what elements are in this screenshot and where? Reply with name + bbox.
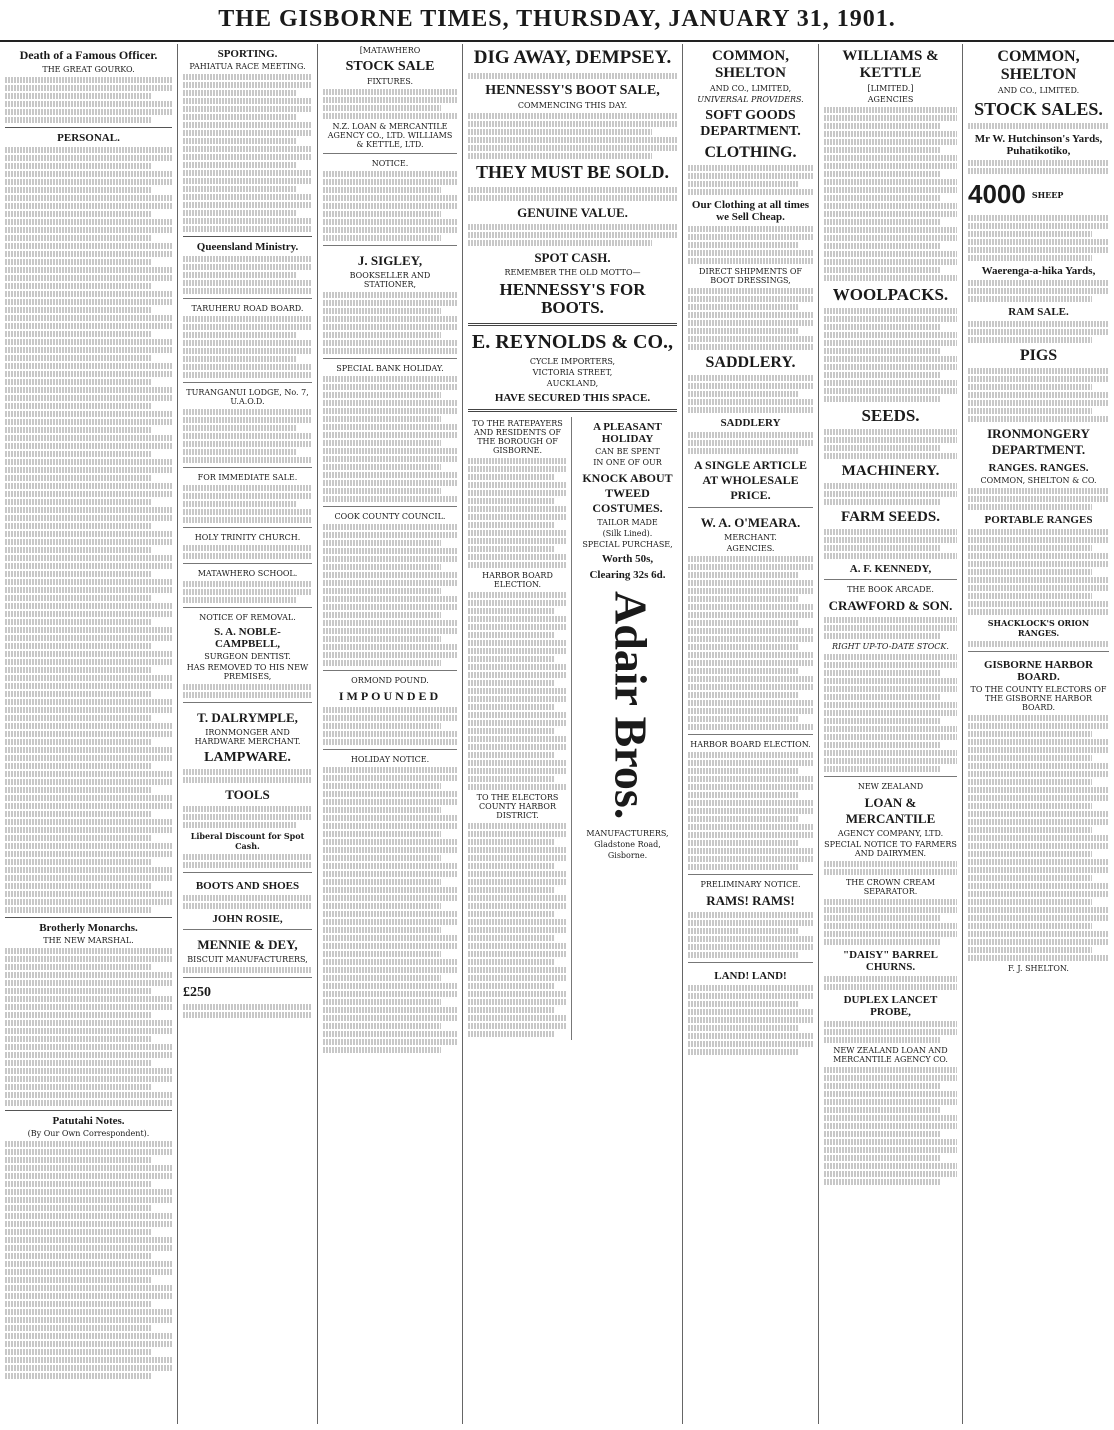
text-block (183, 545, 312, 559)
text-block (688, 912, 813, 958)
text-block (968, 280, 1109, 302)
ormond-heading: ORMOND POUND. (351, 676, 429, 685)
common-shelton-7: COMMON, SHELTON (997, 48, 1080, 83)
text-block (688, 375, 813, 413)
advertisement (183, 929, 312, 973)
masthead (0, 0, 1114, 42)
county-electors: TO THE COUNTY ELECTORS OF THE GISBORNE HARBOR BOARD. (970, 685, 1107, 712)
saddlery-heading: SADDLERY. (705, 354, 796, 371)
text-block (968, 488, 1109, 510)
text-block (468, 224, 677, 246)
rosie-name: JOHN ROSIE, (212, 913, 283, 925)
text-block (688, 432, 813, 454)
text-block (323, 524, 457, 666)
advertisement (183, 563, 312, 603)
hennessys-boots: HENNESSY'S FOR BOOTS. (499, 279, 646, 318)
advertisement (323, 245, 457, 354)
divider (468, 323, 677, 326)
text-block (183, 316, 312, 378)
gisborne-label: Gisborne. (607, 851, 648, 861)
divider (468, 409, 677, 412)
column-7 (963, 44, 1114, 1424)
matawhero-label: [MATAWHERO (359, 46, 421, 55)
text-block (183, 854, 312, 868)
personal-text (5, 147, 172, 913)
williams-kettle: WILLIAMS & KETTLE (842, 48, 939, 81)
divider (5, 917, 172, 918)
advertisement (968, 651, 1109, 973)
omeara-name: W. A. O'MEARA. (700, 515, 801, 530)
text-block (688, 556, 813, 730)
text-block (468, 823, 567, 1037)
text-block (824, 529, 957, 559)
advertisement (824, 579, 957, 772)
text-block (468, 113, 677, 159)
pahiatua-heading: PAHIATUA RACE MEETING. (189, 62, 306, 71)
liberal-label: Liberal Discount for Spot Cash. (190, 831, 305, 851)
text-block (183, 485, 312, 523)
advertisement (183, 977, 312, 1018)
text-block (5, 948, 172, 1106)
text-block (468, 458, 567, 568)
text-block (688, 985, 813, 1055)
single-article: A SINGLE ARTICLE AT WHOLESALE PRICE. (694, 458, 807, 502)
waerenga-yards: Waerenga-a-hika Yards, (981, 265, 1096, 277)
tailor-made: TAILOR MADE (597, 518, 658, 528)
tools-label: TOOLS (225, 787, 270, 802)
text-block (323, 89, 457, 119)
holiday-notice-heading: HOLIDAY NOTICE. (350, 755, 430, 764)
advertisement (183, 607, 312, 698)
text-block (183, 581, 312, 603)
sell-cheap: Our Clothing at all times we Sell Cheap. (691, 199, 810, 223)
matawhero-school-heading: MATAWHERO SCHOOL. (197, 569, 298, 578)
daisy-churns: "DAISY" BARREL CHURNS. (842, 949, 939, 973)
harbor-heading: HARBOR BOARD ELECTION. (690, 740, 811, 749)
special-notice: SPECIAL NOTICE TO FARMERS AND DAIRYMEN. (824, 840, 957, 858)
text-block (323, 171, 457, 241)
text-block (968, 160, 1109, 174)
sheep-label: SHEEP (1031, 189, 1064, 200)
advertisement (688, 874, 813, 958)
text-block (323, 292, 457, 354)
text-block (468, 73, 677, 79)
seeds-heading: SEEDS. (861, 406, 920, 425)
duplex-probe: DUPLEX LANCET PROBE, (843, 994, 938, 1018)
agencies-heading: AGENCIES (867, 95, 914, 104)
text-block (968, 368, 1109, 422)
text-block (824, 861, 957, 875)
text-block (824, 617, 957, 639)
saddlery-sub: SADDLERY (720, 417, 781, 429)
and-co-label: AND CO., LIMITED, (709, 84, 792, 93)
can-be-spent: CAN BE SPENT (595, 447, 660, 457)
secured-label: HAVE SECURED THIS SPACE. (494, 392, 651, 405)
genuine-value: GENUINE VALUE. (517, 204, 628, 220)
crown-separator: THE CROWN CREAM SEPARATOR. (845, 878, 936, 896)
sporting-heading: SPORTING. (217, 48, 278, 60)
advertisement (323, 506, 457, 666)
adair-bros: Adair Bros. (605, 591, 657, 820)
text-block (824, 1021, 957, 1043)
text-block (183, 256, 312, 294)
advertisement (323, 670, 457, 745)
rams-label: RAMS! RAMS! (706, 893, 795, 908)
notice-label: NOTICE. (371, 159, 409, 168)
text-block (323, 767, 457, 1053)
lend-amount: £250 (183, 985, 211, 1000)
advertisement (323, 153, 457, 241)
text-block (968, 215, 1109, 261)
text-block (824, 899, 957, 945)
removed-label: HAS REMOVED TO HIS NEW PREMISES, (186, 663, 309, 681)
new-zealand-label: NEW ZEALAND (857, 782, 924, 791)
personal-heading: PERSONAL. (57, 132, 120, 144)
biscuit-label: BISCUIT MANUFACTURERS, (187, 955, 308, 964)
queensland-heading: Queensland Ministry. (196, 241, 299, 253)
text-block (183, 409, 312, 463)
nz-loan-label: N.Z. LOAN & MERCANTILE AGENCY CO., LTD. WILLIAMS & KETTLE, LTD. (327, 122, 453, 149)
electors-heading: TO THE ELECTORS COUNTY HARBOR DISTRICT. (476, 793, 559, 821)
text-block (183, 1004, 312, 1018)
lampware-label: LAMPWARE. (204, 750, 291, 765)
text-block (968, 715, 1109, 961)
crawford-name: CRAWFORD & SON. (828, 598, 953, 613)
gourko-heading: THE GREAT GOURKO. (42, 65, 135, 74)
for-sale-heading: FOR IMMEDIATE SALE. (197, 473, 298, 482)
advertisement (183, 298, 312, 378)
column-4 (463, 44, 683, 1424)
text-block (824, 976, 957, 990)
harbour-heading: HARBOR BOARD ELECTION. (482, 571, 553, 590)
agency-company: AGENCY COMPANY, LTD. (837, 829, 944, 838)
limited-label: [LIMITED.] (867, 84, 914, 93)
shacklock-ranges: SHACKLOCK'S ORION RANGES. (987, 618, 1090, 638)
text-block (968, 321, 1109, 343)
fixtures-label: FIXTURES. (366, 77, 414, 86)
bookseller-label: BOOKSELLER AND STATIONER, (349, 271, 431, 289)
new-marshal-heading: THE NEW MARSHAL. (43, 936, 134, 945)
remember-line: REMEMBER THE OLD MOTTO— (504, 267, 641, 277)
advertisement (183, 527, 312, 559)
dig-away-heading: DIG AWAY, DEMPSEY. (473, 47, 672, 68)
advertisement (824, 776, 957, 1185)
stock-sale-heading: STOCK SALE (345, 59, 435, 74)
text-block (183, 684, 312, 698)
machinery-heading: MACHINERY. (841, 463, 940, 479)
book-arcade: THE BOOK ARCADE. (847, 585, 934, 594)
noble-name: S. A. NOBLE-CAMPBELL, (214, 626, 281, 650)
ironmongery-heading: IRONMONGERY DEPARTMENT. (987, 426, 1090, 457)
patutahi-heading: Patutahi Notes. (52, 1115, 125, 1127)
special-purchase: SPECIAL PURCHASE, (582, 540, 673, 550)
text-block (968, 529, 1109, 615)
text-block (183, 967, 312, 973)
text-block (183, 895, 312, 909)
boots-label: BOOTS AND SHOES (195, 880, 300, 892)
commencing-label: COMMENCING THIS DAY. (517, 100, 628, 110)
notice-removal-heading: NOTICE OF REMOVAL. (199, 613, 296, 622)
cycle-label: CYCLE IMPORTERS, (529, 357, 616, 367)
text-block (688, 165, 813, 195)
kennedy-name: A. F. KENNEDY, (849, 563, 932, 575)
masthead-title: THE GISBORNE TIMES, THURSDAY, JANUARY 31, 1901. (218, 6, 896, 32)
bank-holiday-heading: SPECIAL BANK HOLIDAY. (336, 364, 444, 373)
turanganui-heading: TURANGANUI LODGE, No. 7, U.A.O.D. (186, 388, 309, 406)
taruheru-heading: TARUHERU ROAD BOARD. (191, 304, 304, 313)
harbour-board-heading: GISBORNE HARBOR BOARD. (983, 659, 1094, 683)
nz-loan-footer: NEW ZEALAND LOAN AND MERCANTILE AGENCY CO. (833, 1046, 948, 1064)
knock-about: KNOCK ABOUT TWEED COSTUMES. (582, 471, 673, 516)
text-block (824, 107, 957, 281)
text-block (323, 707, 457, 745)
stock-sales-heading: STOCK SALES. (974, 99, 1103, 119)
text-block (688, 752, 813, 870)
column-6 (819, 44, 963, 1424)
clearing-label: Clearing 32s 6d. (589, 569, 666, 582)
text-block (323, 376, 457, 502)
text-block (824, 308, 957, 402)
sheep-count: 4000 (968, 179, 1026, 209)
common-co-label: COMMON, SHELTON & CO. (980, 476, 1097, 485)
brotherly-heading: Brotherly Monarchs. (39, 922, 138, 934)
text-block (824, 429, 957, 459)
farm-seeds-heading: FARM SEEDS. (841, 509, 940, 525)
preliminary-heading: PRELIMINARY NOTICE. (700, 880, 801, 889)
text-block (5, 1141, 172, 1379)
advertisement (183, 702, 312, 868)
surgeon-label: SURGEON DENTIST. (204, 652, 291, 661)
clothing-heading: CLOTHING. (704, 144, 797, 161)
portable-ranges: PORTABLE RANGES (984, 514, 1093, 526)
woolpacks-heading: WOOLPACKS. (832, 285, 949, 304)
direct-shipments: DIRECT SHIPMENTS OF BOOT DRESSINGS, (699, 267, 802, 285)
text-block (183, 806, 312, 828)
right-up-to-date: RIGHT UP-TO-DATE STOCK. (832, 642, 949, 651)
column-2 (178, 44, 318, 1424)
reynolds-name: E. REYNOLDS & CO., (471, 331, 674, 354)
text-block (968, 641, 1109, 647)
signature: F. J. SHELTON. (1008, 964, 1069, 973)
text-block (468, 592, 567, 790)
dalrymple-name: T. DALRYMPLE, (197, 710, 298, 725)
column-1 (0, 44, 178, 1424)
hutchinson-yards: Mr W. Hutchinson's Yards, Puhatikotiko, (974, 133, 1103, 157)
victoria-label: VICTORIA STREET, (532, 368, 613, 378)
text-block (183, 74, 312, 232)
common-shelton: COMMON, SHELTON (711, 48, 790, 81)
ratepayers-heading: TO THE RATEPAYERS AND RESIDENTS OF THE BOROUGH OF GISBORNE. (472, 419, 563, 456)
sigley-name: J. SIGLEY, (357, 253, 423, 268)
holiday-label: A PLEASANT HOLIDAY (593, 421, 662, 446)
and-co-7: AND CO., LIMITED. (997, 86, 1080, 95)
spot-cash: SPOT CASH. (534, 249, 611, 265)
gladstone-label: Gladstone Road, (594, 840, 661, 850)
text-block (824, 483, 957, 505)
merchant-label: MERCHANT. (724, 533, 777, 542)
text-block (824, 654, 957, 772)
agencies-label: AGENCIES. (726, 544, 775, 553)
article-text (5, 77, 172, 123)
advertisement (688, 962, 813, 1055)
ironmonger-label: IRONMONGER AND HARDWARE MERCHANT. (194, 728, 301, 746)
text-block (968, 123, 1109, 129)
advertisement (183, 382, 312, 463)
holy-trinity-heading: HOLY TRINITY CHURCH. (194, 533, 301, 542)
soft-goods: SOFT GOODS DEPARTMENT. (700, 108, 801, 139)
impounded-label: IMPOUNDED (338, 689, 442, 703)
ranges-heading: RANGES. RANGES. (988, 462, 1089, 474)
must-be-sold: THEY MUST BE SOLD. (475, 161, 670, 182)
text-block (824, 1067, 957, 1185)
advertisement (688, 507, 813, 730)
loan-mercantile: LOAN & MERCANTILE (845, 795, 936, 826)
column-5 (683, 44, 819, 1424)
mennie-name: MENNIE & DEY, (197, 937, 298, 952)
silk-lined: (Silk Lined). (602, 529, 653, 539)
pigs-heading: PIGS (1019, 347, 1058, 364)
one-of-our: IN ONE OF OUR (593, 458, 662, 468)
advertisement (688, 734, 813, 870)
divider (5, 1110, 172, 1111)
advertisement (183, 467, 312, 523)
worth-label: Worth 50s, (601, 553, 654, 566)
manufacturers-label: MANUFACTURERS, (586, 829, 669, 839)
text-block (183, 769, 312, 783)
column-3 (318, 44, 463, 1424)
auckland-label: AUCKLAND, (546, 379, 599, 389)
cook-county-heading: COOK COUNTY COUNCIL. (334, 512, 446, 521)
advertisement (323, 358, 457, 502)
advertisement (323, 749, 457, 1053)
divider (5, 127, 172, 128)
text-block (688, 288, 813, 350)
divider (183, 236, 312, 237)
correspondent-line: (By Our Own Correspondent). (27, 1129, 150, 1138)
universal-label: UNIVERSAL PROVIDERS. (697, 95, 804, 104)
death-heading: Death of a Famous Officer. (19, 48, 158, 62)
land-label: LAND! LAND! (714, 970, 787, 982)
hennessys-sale: HENNESSY'S BOOT SALE, (485, 82, 660, 98)
ram-sale: RAM SALE. (1008, 306, 1069, 318)
text-block (688, 226, 813, 264)
text-block (468, 187, 677, 201)
advertisement (183, 872, 312, 925)
